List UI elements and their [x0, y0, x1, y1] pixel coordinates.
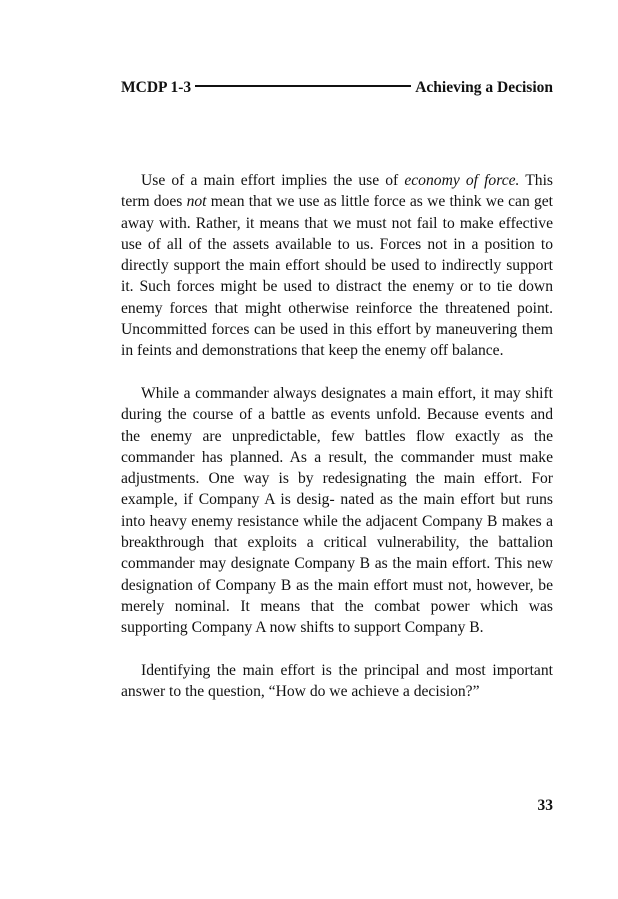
- page-number: 33: [537, 797, 553, 814]
- running-header: [121, 77, 553, 99]
- body-text: [121, 170, 553, 724]
- header-series-title: MCDP 1-3: [121, 79, 192, 96]
- header-chapter-title: Achieving a Decision: [415, 79, 553, 96]
- paragraph-3: Identifying the main effort is the principal and most important answer to the question, “How do we achieve a decision?”: [121, 661, 553, 701]
- emphasis-not: not: [186, 193, 207, 211]
- paragraph-1: [121, 170, 553, 362]
- paragraph-1-part-1: Use of a main effort implies the use of: [141, 172, 405, 189]
- header-rule: [195, 85, 411, 87]
- paragraph-2: While a commander always designates a main effort, it may shift during the course of a battle as events unfold. Because events and the enemy are unpredictable, few battles flow exactly as the commander has planned. As a result, the commander must make adjustments. One way is by redesignating the main effort. For example, if Company A is desig- nated as the main effort but runs into heavy enemy resistance while the adjacent Company B makes a breakthrough that exploits a critical vulnerability, the battalion commander may designate Company B as the main effort. This new designation of Company B as the main effort must not, however, be merely nominal. It means that the combat power which was supporting Company A now shifts to support Company B.: [121, 384, 553, 637]
- paragraph-1-part-2: This term does: [121, 172, 553, 211]
- emphasis-economy-of-force: economy of force.: [404, 172, 520, 189]
- paragraph-1-part-3: mean that we use as little force as we think we can get away with. Rather, it means that we must not fail to make effective use of all of the assets available to us. Forces not in a position to directly support the main effort should be used to indirectly support it. Such forces might be used to distract the enemy or to tie down enemy forces that might otherwise reinforce the threatened point. Uncommitted forces can be used in this effort by maneuvering them in feints and demonstrations that keep the enemy off balance.: [121, 193, 553, 360]
